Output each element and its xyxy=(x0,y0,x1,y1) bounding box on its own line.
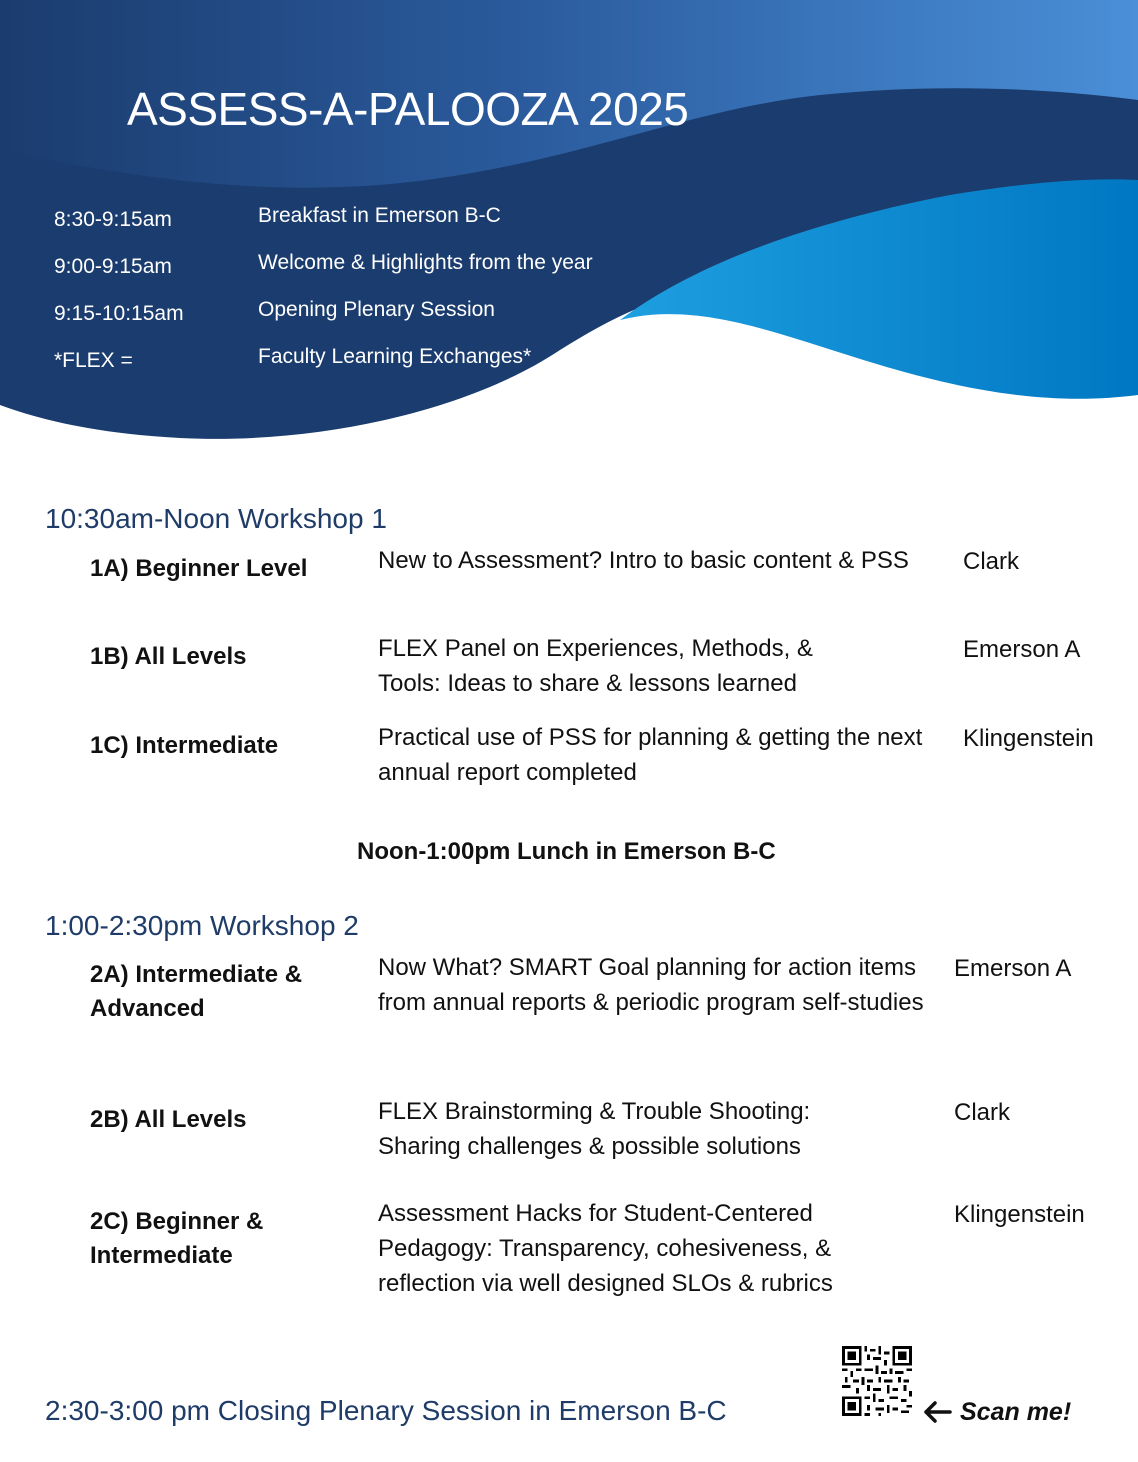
session-level: 1B) All Levels xyxy=(90,643,247,670)
schedule-description: Opening Plenary Session xyxy=(258,298,495,321)
scan-me-label: Scan me! xyxy=(960,1398,1072,1426)
session-description: Assessment Hacks for Student-Centered Pedagogy: Transparency, cohesiveness, & reflection via well designed SLOs & rubrics xyxy=(378,1200,833,1297)
schedule-description: Faculty Learning Exchanges* xyxy=(258,345,532,368)
workshop2-heading: 1:00-2:30pm Workshop 2 xyxy=(45,910,359,941)
schedule-description: Welcome & Highlights from the year xyxy=(258,251,593,274)
session-description: New to Assessment? Intro to basic content & PSS xyxy=(378,547,909,574)
workshop1-heading: 10:30am-Noon Workshop 1 xyxy=(45,503,387,534)
session-description: Practical use of PSS for planning & getting the next annual report completed xyxy=(378,724,923,786)
session-level: 2C) Beginner & Intermediate xyxy=(90,1208,264,1269)
session-room: Emerson A xyxy=(963,636,1081,663)
session-description: Now What? SMART Goal planning for action items from annual reports & periodic program self-studies xyxy=(378,954,924,1016)
schedule-time: 8:30-9:15am xyxy=(54,208,172,231)
session-level: 2B) All Levels xyxy=(90,1106,247,1133)
session-level: 1C) Intermediate xyxy=(90,732,279,759)
session-room: Emerson A xyxy=(954,955,1072,982)
session-room: Clark xyxy=(963,548,1020,575)
session-description: FLEX Panel on Experiences, Methods, & Tools: Ideas to share & lessons learned xyxy=(378,635,813,697)
schedule-time: *FLEX = xyxy=(54,349,133,372)
session-room: Clark xyxy=(954,1099,1011,1126)
event-title: ASSESS-A-PALOOZA 2025 xyxy=(127,83,689,135)
schedule-description: Breakfast in Emerson B-C xyxy=(258,204,501,227)
lunch-break: Noon-1:00pm Lunch in Emerson B-C xyxy=(357,838,776,865)
schedule-time: 9:00-9:15am xyxy=(54,255,172,278)
closing-session: 2:30-3:00 pm Closing Plenary Session in Emerson B-C xyxy=(45,1395,727,1426)
session-level: 2A) Intermediate & Advanced xyxy=(90,961,303,1022)
session-room: Klingenstein xyxy=(954,1201,1085,1228)
arrow-left-icon xyxy=(922,1400,952,1424)
qr-code[interactable] xyxy=(842,1346,912,1416)
schedule-time: 9:15-10:15am xyxy=(54,302,184,325)
session-room: Klingenstein xyxy=(963,725,1094,752)
session-level: 1A) Beginner Level xyxy=(90,555,308,582)
session-description: FLEX Brainstorming & Trouble Shooting: Sharing challenges & possible solutions xyxy=(378,1098,811,1160)
